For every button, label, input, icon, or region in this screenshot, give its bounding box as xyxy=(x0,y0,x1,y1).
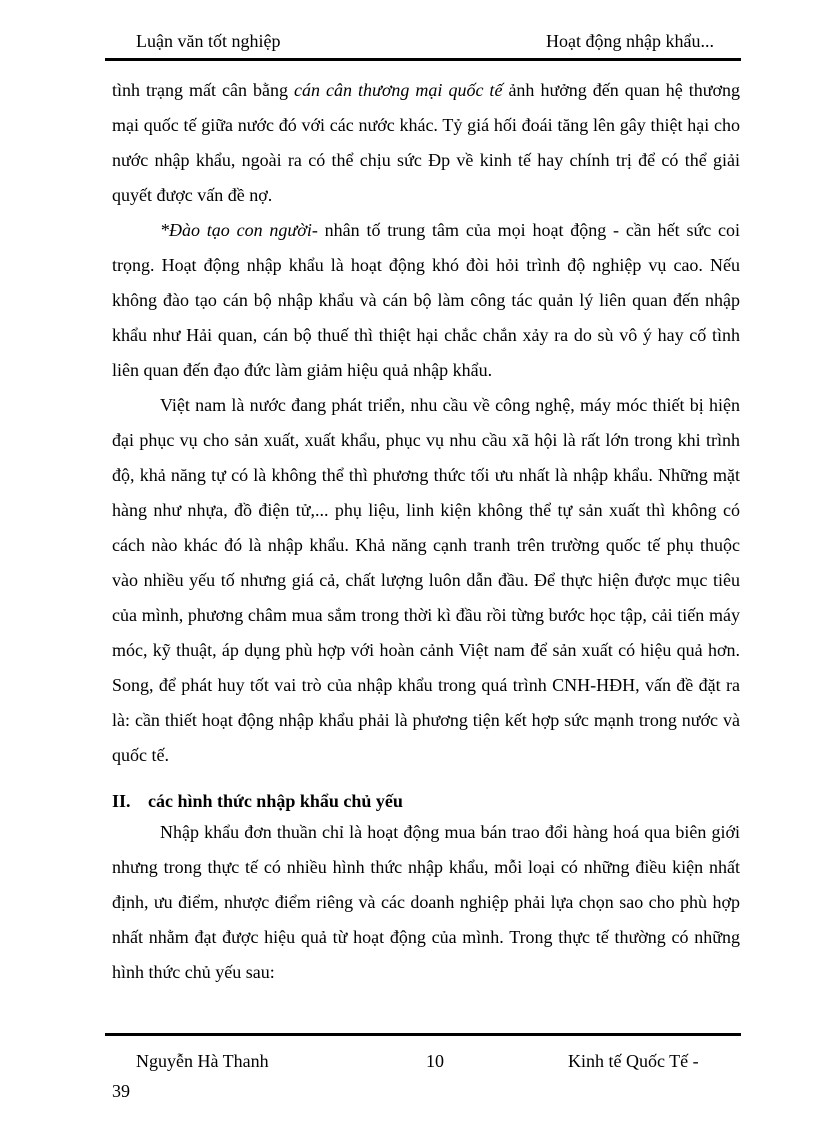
paragraph-2 xyxy=(112,213,740,388)
section-number: II. xyxy=(112,791,131,811)
page-number: 10 xyxy=(426,1051,444,1071)
header-title-right: Hoạt động nhập khẩu... xyxy=(546,31,714,51)
footer-author: Nguyễn Hà Thanh xyxy=(136,1051,269,1071)
section-heading xyxy=(112,784,740,819)
section-title: các hình thức nhập khẩu chủ yếu xyxy=(148,791,403,811)
paragraph-4: Nhập khẩu đơn thuần chỉ là hoạt động mua bán trao đổi hàng hoá qua biên giới nhưng trong thực tế có nhiều hình thức nhập khẩu, mỗi loại có những điều kiện nhất định, ưu điểm, nhược điểm riêng và các doanh nghiệp phải lựa chọn sao cho phù hợp nhất nhằm đạt được hiệu quả từ hoạt động của mình. Trong thực tế thường có những hình thức chủ yếu sau: xyxy=(112,822,740,982)
footer-department: Kinh tế Quốc Tế - xyxy=(568,1051,699,1071)
header-title-left: Luận văn tốt nghiệp xyxy=(136,31,281,51)
paragraph-1-text-end: ảnh hưởng đến quan hệ thương mại quốc tế giữa nước đó với các nước khác. Tỷ giá hối đoái tăng lên gây thiệt hại cho nước nhập khẩu, ngoài ra có thể chịu sức Ðp về kinh tế hay chính trị để có thể giải quyết được vấn đề nợ. xyxy=(112,80,740,205)
paragraph-1-text-start: tình trạng mất cân bằng xyxy=(112,80,294,100)
header-divider xyxy=(105,58,741,61)
paragraph-1-emphasis: cán cân thương mại quốc tế xyxy=(294,80,503,100)
footer-class-number: 39 xyxy=(112,1081,130,1101)
paragraph-3-text: Việt nam là nước đang phát triển, nhu cầu về công nghệ, máy móc thiết bị hiện đại phục vụ cho sản xuất, xuất khẩu, phục vụ nhu cầu xã hội là rất lớn trong khi trình độ, khả năng tự có là không thể thì phương thức tối ưu nhất là nhập khẩu. Những mặt hàng như nhựa, đồ điện tử,... phụ liệu, linh kiện không thể tự sản xuất thì không có cách nào khác đó là nhập khẩu. Khả năng cạnh tranh trên trường quốc tế phụ thuộc vào nhiều yếu tố nhưng giá cả, chất lượng luôn dẫn đầu. Để thực hiện được mục tiêu của mình, phương châm mua sắm trong thời kì đầu rồi từng bước học tập, cải tiến máy móc, kỹ thuật, áp dụng phù hợp với hoàn cảnh Việt nam để sản xuất có hiệu quả hơn. Song, để phát huy tốt vai trò của nhập khẩu trong quá trình CNH-HĐH, vấn đề đặt ra là: cần thiết hoạt động nhập khẩu phải là phương tiện kết hợp sức mạnh trong nước và quốc tế. xyxy=(112,395,740,765)
page-body xyxy=(112,73,740,990)
paragraph-2-emphasis: *Đào tạo con người xyxy=(160,220,312,240)
paragraph-3 xyxy=(112,388,740,773)
footer-divider xyxy=(105,1033,741,1036)
paragraph-2-text: - nhân tố trung tâm của mọi hoạt động - cần hết sức coi trọng. Hoạt động nhập khẩu là hoạt động khó đòi hỏi trình độ nghiệp vụ cao. Nếu không đào tạo cán bộ nhập khẩu và cán bộ làm công tác quản lý liên quan đến nhập khẩu như Hải quan, cán bộ thuế thì thiệt hại chắc chắn xảy ra do sù vô ý hay cố tình liên quan đến đạo đức làm giảm hiệu quả nhập khẩu. xyxy=(112,220,740,380)
paragraph-1 xyxy=(112,73,740,213)
